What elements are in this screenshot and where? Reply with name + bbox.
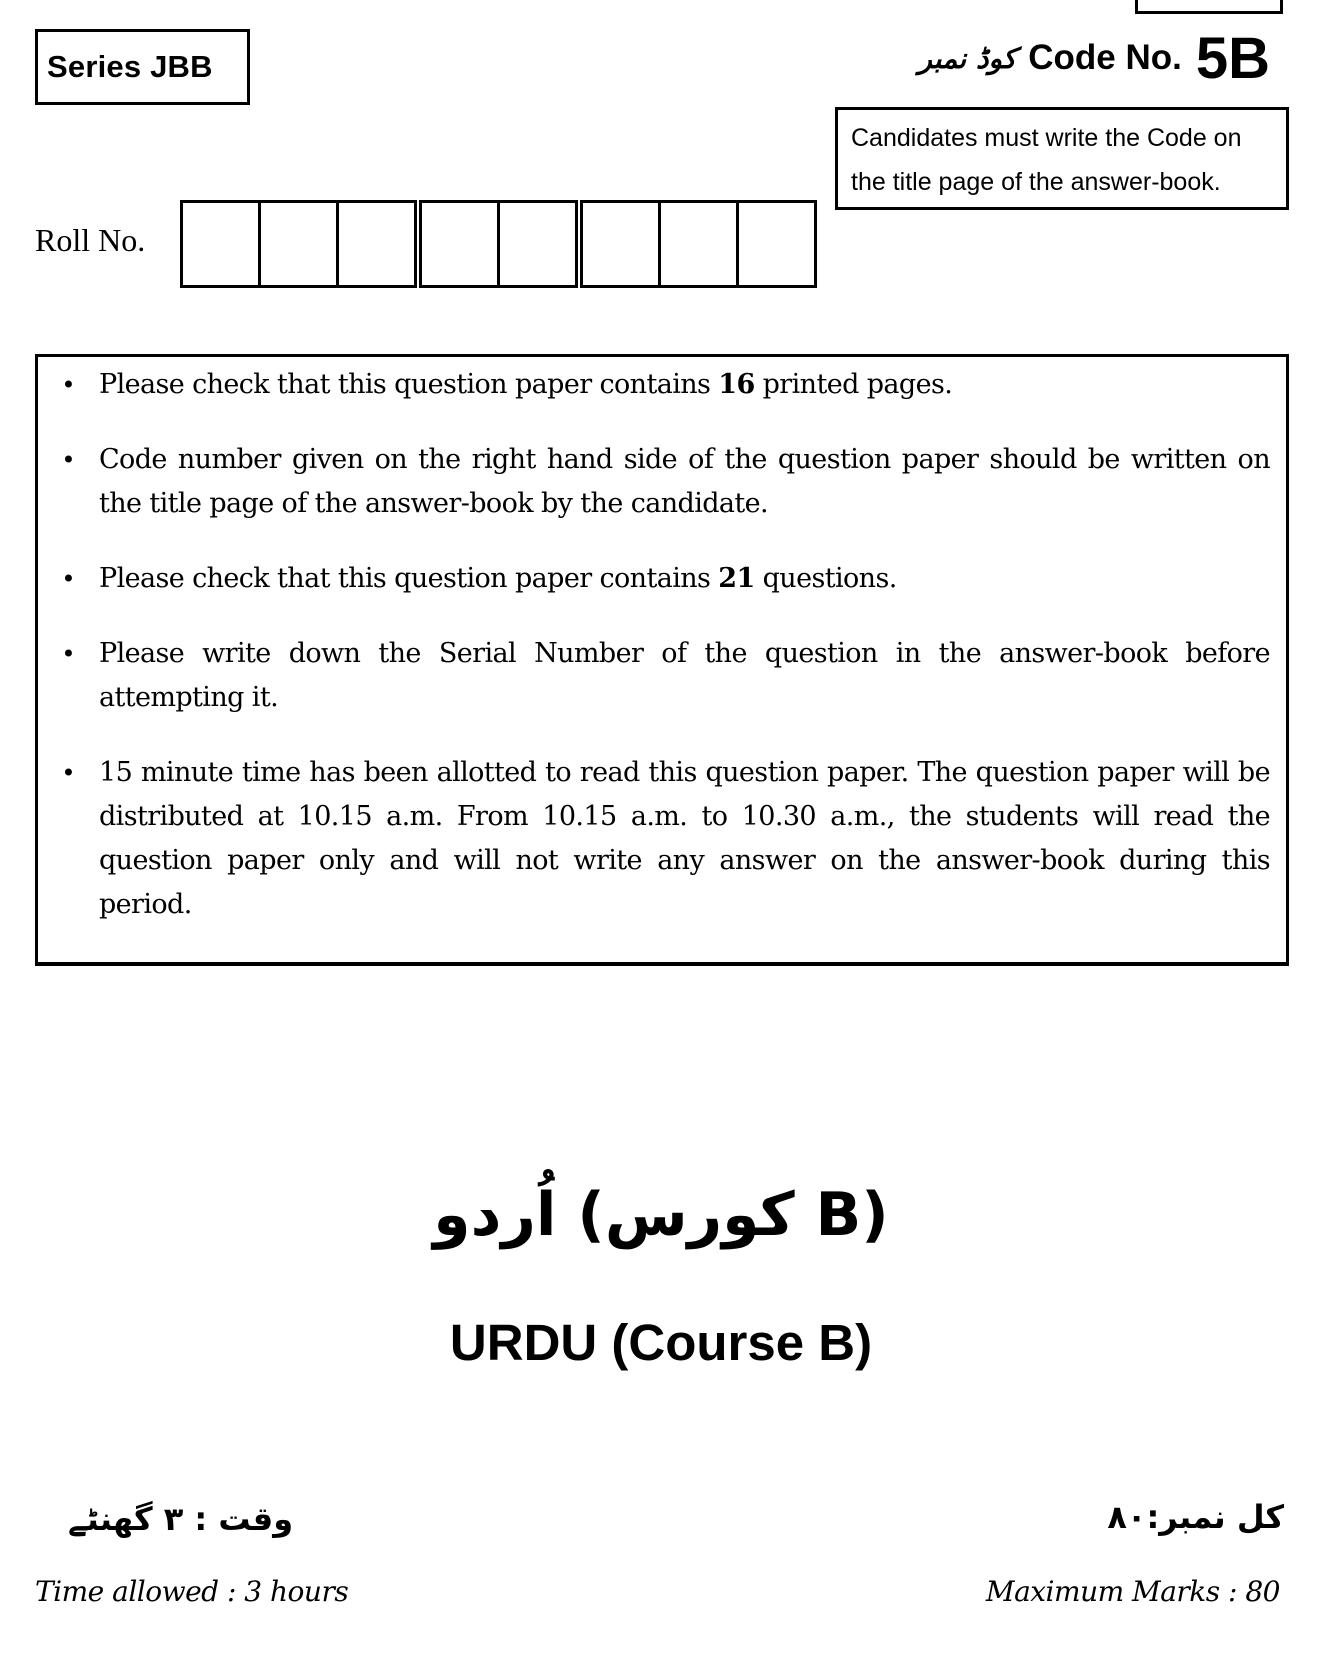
roll-no-group: [419, 200, 578, 288]
top-corner-box: [1135, 0, 1283, 14]
code-label: Code No.: [1028, 38, 1182, 77]
code-label-urdu: کوڈ نمبر: [918, 41, 1017, 75]
code-note-line-1: Candidates must write the Code on: [851, 124, 1242, 152]
instruction-text: Please check that this question paper contains 21 questions.: [99, 563, 897, 594]
title-urdu: اُردو (کورس B): [433, 1180, 889, 1250]
bullet-icon: •: [61, 565, 76, 593]
title-english: URDU (Course B): [449, 1314, 873, 1371]
instructions-box: [35, 354, 1289, 966]
instruction-text: Please write down the Serial Number of the question in the answer-book before attempting it.: [99, 638, 1270, 713]
code-value: 5B: [1195, 25, 1270, 91]
series-label: Series JBB: [47, 49, 213, 84]
max-marks: Maximum Marks : 80: [985, 1575, 1280, 1608]
time-allowed: Time allowed : 3 hours: [35, 1575, 349, 1608]
instruction-item: [38, 363, 1270, 407]
instruction-text: 15 minute time has been allotted to read this question paper. The question paper will be distributed at 10.15 a.m. From 10.15 a.m. to 10.30 a.m., the students will read the question paper only and will not write any answer on the answer-book during this period.: [99, 757, 1270, 920]
roll-no-cell[interactable]: [422, 203, 500, 285]
roll-no-label: Roll No.: [35, 222, 146, 258]
instruction-number: 21: [718, 563, 755, 594]
roll-no-cell[interactable]: [739, 203, 814, 285]
roll-no-group: [180, 200, 417, 288]
roll-no-cell[interactable]: [583, 203, 661, 285]
roll-no-group: [580, 200, 817, 288]
bullet-icon: •: [61, 759, 76, 787]
roll-no-cell[interactable]: [500, 203, 575, 285]
series-box: [35, 29, 250, 105]
code-number: [918, 18, 1270, 98]
bullet-icon: •: [61, 640, 76, 668]
instruction-item: [38, 438, 1270, 526]
roll-no-grid: [180, 200, 817, 288]
instruction-text: Please check that this question paper contains 16 printed pages.: [99, 369, 953, 400]
roll-no-cell[interactable]: [183, 203, 261, 285]
instruction-item: [38, 632, 1270, 720]
instruction-number: 16: [718, 369, 755, 400]
code-note-box: [835, 107, 1289, 210]
roll-no-cell[interactable]: [661, 203, 739, 285]
roll-no-cell[interactable]: [261, 203, 339, 285]
max-marks-urdu: کل نمبر:۸۰: [1107, 1498, 1284, 1536]
code-note-line-2: the title page of the answer-book.: [851, 168, 1221, 196]
instruction-item: [38, 557, 1270, 601]
instruction-text: Code number given on the right hand side of the question paper should be written on the title page of the answer-book by the candidate.: [99, 444, 1270, 519]
time-allowed-urdu: وقت : ۳ گھنٹے: [68, 1500, 294, 1538]
bullet-icon: •: [61, 371, 76, 399]
roll-no-cell[interactable]: [339, 203, 414, 285]
instruction-item: [38, 751, 1270, 927]
bullet-icon: •: [61, 446, 76, 474]
